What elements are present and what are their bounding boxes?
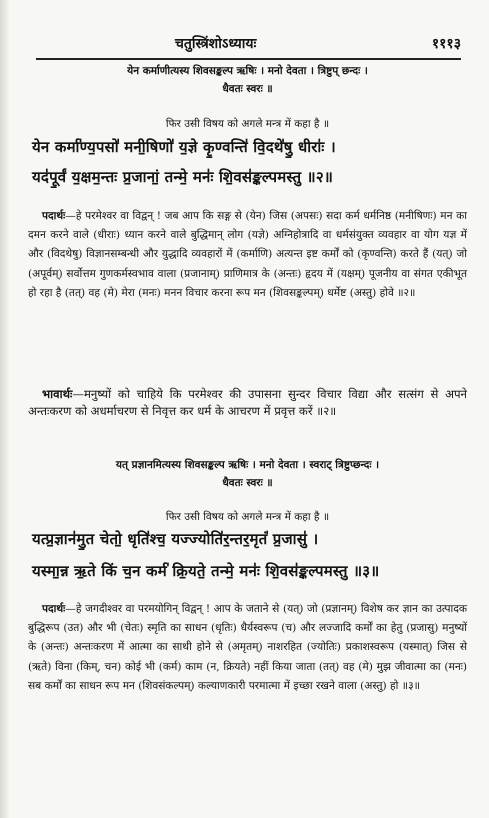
mantra-2-line-2: यस्मा॒न्न ऋ॒ते किं च॒न कर्म॑ क्रि॒यते॒ तन्मे॒ मनः॑ शि॒वस॑ङ्कल्पमस्तु ॥३॥ (32, 562, 380, 580)
page-binding-shadow (0, 0, 10, 818)
padartha-label: पदार्थः (42, 210, 66, 222)
page-number: १११३ (431, 36, 461, 52)
mantra-2-line-1: यत्प्र॒ज्ञान॑मु॒त चेतो॒ धृति॑श्च॒ यज्ज्योति॑र॒न्तर॒मृतं॑ प्र॒जासु॑ । (32, 530, 319, 548)
chapter-title: चतुस्त्रिंशोऽध्यायः (175, 36, 257, 52)
intro-line-1: फिर उसी विषय को अगले मन्त्र में कहा है ॥ (165, 118, 330, 130)
rishi-line-2: यत् प्रज्ञानमित्यस्य शिवसङ्कल्प ऋषिः । मनो देवता । स्वराट् त्रिष्टुप्छन्दः । (115, 459, 380, 471)
padartha-2 (28, 600, 467, 696)
header-rule (36, 58, 461, 60)
rishi-line-1: येन कर्माणीत्यस्य शिवसङ्कल्प ऋषिः । मनो देवता । त्रिष्टुप् छन्दः । (127, 65, 368, 77)
bhavartha-1 (28, 386, 467, 420)
padartha-text: —हे परमेश्वर वा विद्वन् ! जब आप कि सङ्ग से (येन) जिस (अपसः) सदा कर्म धर्मनिष्ठ (मनीषिणः) मन का दमन करने वाले (धीराः) ध्यान करने वाले बुद्धिमान् लोग (यज्ञे) अग्निहोत्रादि वा धर्मसंयुक्त व्यवहार वा योग यज्ञ में और (विदथेषु) विज्ञानसम्बन्धी और युद्धादि व्यवहारों में (कर्माणि) अत्यन्त इष्ट कर्मों को (कृण्वन्ति) करते हैं (यत्) जो (अपूर्वम्) सर्वोत्तम गुणकर्मस्वभाव वाला (प्रजानाम्) प्राणिमात्र के (अन्तः) हृदय में (यक्षम्) पूजनीय वा संगत एकीभूत हो रहा है (तत्) वह (मे) मेरा (मनः) मनन विचार करना रूप मन (शिवसङ्कल्पम्) धर्मेष्ट (अस्तु) होवे ॥२॥ (28, 210, 467, 299)
svara-line-2: धैवतः स्वरः ॥ (222, 477, 273, 489)
mantra-1-line-2: यद॑पू॒र्वं य॒क्षम॒न्तः प्र॒जानां॒ तन्मे॒ मनः॑ शि॒वस॑ङ्कल्पमस्तु ॥२॥ (32, 168, 333, 186)
bhavartha-label: भावार्थः (42, 387, 73, 401)
bhavartha-text: —मनुष्यों को चाहिये कि परमेश्वर की उपासना सुन्दर विचार विद्या और सत्संग से अपने अन्तःकरण को अधर्माचरण से निवृत्त कर धर्म के आचरण में प्रवृत्त करें ॥२॥ (28, 387, 467, 418)
mantra-1-line-1: येन कर्मा॑ण्य॒पसो॑ मनी॒षिणो॑ य॒ज्ञे कृ॒ण्वन्ति॑ वि॒दथे॑षु॒ धीराः॑ । (32, 138, 336, 156)
padartha-1 (28, 207, 467, 303)
padartha-label: पदार्थः (42, 603, 66, 615)
svara-line-1: धैवतः स्वरः ॥ (222, 83, 273, 95)
page-header (20, 34, 469, 56)
intro-line-2: फिर उसी विषय को अगले मन्त्र में कहा है ॥ (165, 511, 330, 523)
padartha-text: —हे जगदीश्वर वा परमयोगिन् विद्वन् ! आप के जताने से (यत्) जो (प्रज्ञानम्) विशेष कर ज्ञान का उत्पादक बुद्धिरूप (उत) और भी (चेतः) स्मृति का साधन (धृतिः) धैर्यस्वरूप (च) और लज्जादि कर्मों का हेतु (प्रजासु) मनुष्यों के (अन्तः) अन्तःकरण में आत्मा का साथी होने से (अमृतम्) नाशरहित (ज्योतिः) प्रकाशस्वरूप (यस्मात्) जिस से (ऋते) विना (किम्, चन) कोई भी (कर्म) काम (न, क्रियते) नहीं किया जाता (तत्) वह (मे) मुझ जीवात्मा का (मनः) सब कर्मों का साधन रूप मन (शिवसंकल्पम्) कल्याणकारी परमात्मा में इच्छा रखने वाला (अस्तु) हो ॥३॥ (28, 603, 467, 692)
